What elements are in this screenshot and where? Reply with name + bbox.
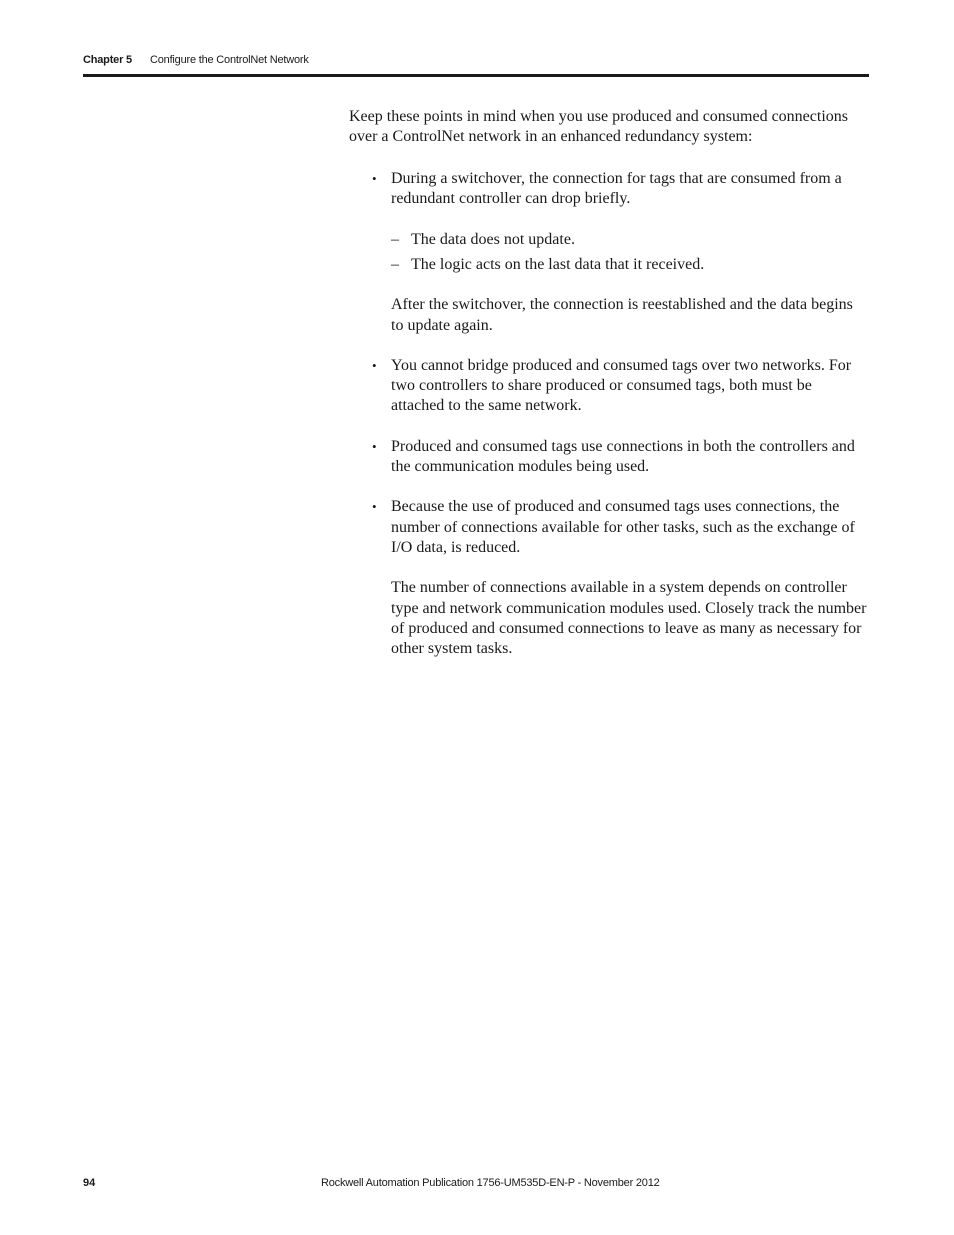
bullet-icon: • [372,499,377,515]
bullet-icon: • [372,170,377,186]
publication-info: Rockwell Automation Publication 1756-UM535D-EN-P - November 2012 [321,1177,660,1189]
dash-icon: – [391,231,399,249]
bullet-followup: After the switchover, the connection is reestablished and the data begins to update again. [391,296,853,334]
main-content [349,107,869,679]
list-item [349,169,869,336]
bullet-text: You cannot bridge produced and consumed tags over two networks. For two controllers to share produced or consumed tags, both must be attached to the same network. [391,356,852,415]
sub-list-item [391,230,869,250]
chapter-label: Chapter 5 [83,54,132,66]
sub-list-item [391,255,869,275]
bullet-list [349,169,869,660]
bullet-text: Produced and consumed tags use connections in both the controllers and the communication modules being used. [391,437,855,476]
bullet-icon: • [372,357,377,373]
bullet-text: Because the use of produced and consumed tags uses connections, the number of connections available for other tasks, such as the exchange of I/O data, is reduced. [391,498,855,556]
list-item [349,356,869,417]
intro-paragraph: Keep these points in mind when you use produced and consumed connections over a ControlNet network in an enhanced redundancy system: [349,108,848,146]
bullet-text: During a switchover, the connection for tags that are consumed from a redundant controller can drop briefly. [391,169,842,207]
bullet-followup: The number of connections available in a system depends on controller type and network communication modules used. Closely track the number of produced and consumed connections to leave as many as necessary for other system tasks. [391,579,867,658]
sub-list [391,230,869,275]
page-number: 94 [83,1177,96,1189]
sub-item-text: The data does not update. [411,231,575,249]
page-header [83,53,869,75]
header-rule [83,74,869,77]
sub-item-text: The logic acts on the last data that it received. [411,255,705,273]
chapter-title: Configure the ControlNet Network [150,54,309,66]
dash-icon: – [391,255,399,273]
list-item [349,437,869,478]
list-item [349,497,869,659]
bullet-icon: • [372,438,377,454]
